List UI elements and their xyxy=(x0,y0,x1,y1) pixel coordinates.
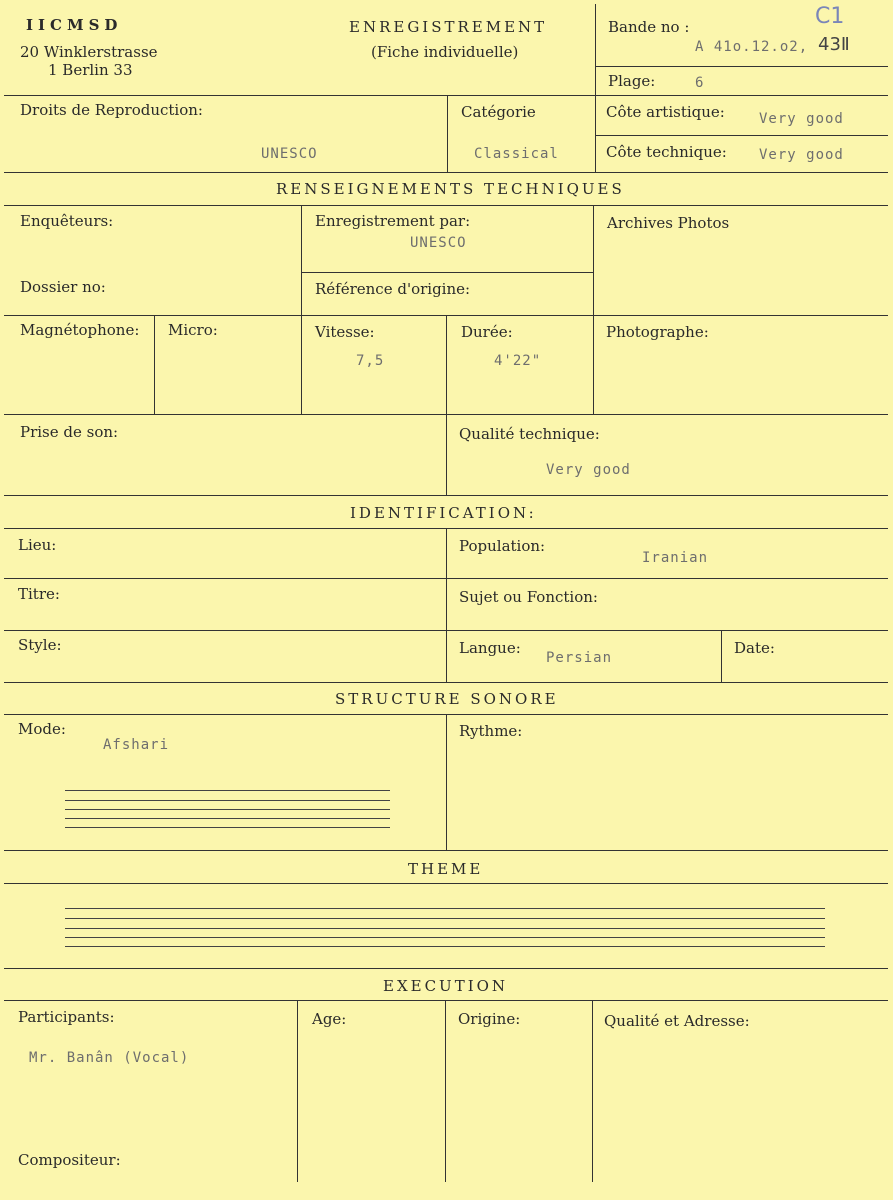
ruled-line xyxy=(65,928,825,929)
titre-label: Titre: xyxy=(18,585,60,603)
ruled-line xyxy=(65,946,825,947)
section-title-structure: STRUCTURE SONORE xyxy=(335,690,559,708)
cote-technique-label: Côte technique: xyxy=(606,143,727,161)
divider xyxy=(154,315,155,414)
ruled-line xyxy=(65,818,390,819)
droits-value: UNESCO xyxy=(261,146,318,162)
participants-label: Participants: xyxy=(18,1008,115,1026)
section-title-execution: EXECUTION xyxy=(383,977,509,995)
plage-value: 6 xyxy=(695,75,705,91)
divider xyxy=(4,205,888,206)
langue-label: Langue: xyxy=(459,639,521,657)
ruled-line xyxy=(65,809,390,810)
ruled-line xyxy=(65,800,390,801)
bande-suffix-handwritten: 43Ⅱ xyxy=(818,34,850,55)
rythme-label: Rythme: xyxy=(459,722,523,740)
enregistrement-par-label: Enregistrement par: xyxy=(315,212,471,230)
ruled-line xyxy=(65,918,825,919)
form-subtitle: (Fiche individuelle) xyxy=(371,43,519,61)
ruled-line xyxy=(65,937,825,938)
divider xyxy=(4,682,888,683)
prise-de-son-label: Prise de son: xyxy=(20,423,119,441)
bande-label: Bande no : xyxy=(608,18,690,36)
cote-artistique-value: Very good xyxy=(759,111,844,127)
lieu-label: Lieu: xyxy=(18,536,57,554)
duree-value: 4'22" xyxy=(494,353,542,369)
divider xyxy=(721,630,722,682)
divider xyxy=(595,4,596,95)
divider xyxy=(592,1000,593,1182)
ruled-line xyxy=(65,790,390,791)
divider xyxy=(595,95,596,172)
address-city: 1 Berlin 33 xyxy=(48,61,133,79)
compositeur-label: Compositeur: xyxy=(18,1151,121,1169)
participants-value: Mr. Banân (Vocal) xyxy=(29,1050,190,1066)
population-label: Population: xyxy=(459,537,546,555)
divider xyxy=(446,414,447,495)
section-title-technique: RENSEIGNEMENTS TECHNIQUES xyxy=(276,180,625,198)
bande-value: A 41o.12.o2, xyxy=(695,39,809,55)
qualite-technique-label: Qualité technique: xyxy=(459,425,600,443)
divider xyxy=(4,172,888,173)
micro-label: Micro: xyxy=(168,321,218,339)
cote-artistique-label: Côte artistique: xyxy=(606,103,725,121)
divider xyxy=(301,272,593,273)
ruled-line xyxy=(65,827,390,828)
divider xyxy=(4,95,888,96)
divider xyxy=(297,1000,298,1182)
qualite-technique-value: Very good xyxy=(546,462,631,478)
age-label: Age: xyxy=(312,1010,347,1028)
mode-label: Mode: xyxy=(18,720,66,738)
vitesse-value: 7,5 xyxy=(356,353,385,369)
handwritten-annotation: C1 xyxy=(815,4,845,29)
mode-value: Afshari xyxy=(103,737,170,753)
origine-label: Origine: xyxy=(458,1010,521,1028)
enqueteurs-label: Enquêteurs: xyxy=(20,212,114,230)
dossier-label: Dossier no: xyxy=(20,278,106,296)
address-street: 20 Winklerstrasse xyxy=(20,43,158,61)
divider xyxy=(595,66,888,67)
reference-label: Référence d'origine: xyxy=(315,280,471,298)
divider xyxy=(4,1000,888,1001)
duree-label: Durée: xyxy=(461,323,513,341)
divider xyxy=(446,528,447,682)
style-label: Style: xyxy=(18,636,62,654)
divider xyxy=(446,714,447,850)
categorie-value: Classical xyxy=(474,146,559,162)
qualite-adresse-label: Qualité et Adresse: xyxy=(604,1012,750,1030)
photographe-label: Photographe: xyxy=(606,323,709,341)
droits-label: Droits de Reproduction: xyxy=(20,101,203,119)
form-title: ENREGISTREMENT xyxy=(349,18,548,36)
langue-value: Persian xyxy=(546,650,613,666)
magnetophone-label: Magnétophone: xyxy=(20,321,140,339)
section-title-theme: THEME xyxy=(408,860,484,878)
divider xyxy=(4,968,888,969)
org-name: IICMSD xyxy=(26,16,123,34)
categorie-label: Catégorie xyxy=(461,103,536,121)
divider xyxy=(4,495,888,496)
divider xyxy=(4,850,888,851)
date-label: Date: xyxy=(734,639,775,657)
section-title-identification: IDENTIFICATION: xyxy=(350,504,537,522)
cote-technique-value: Very good xyxy=(759,147,844,163)
divider xyxy=(595,135,888,136)
divider xyxy=(4,883,888,884)
archives-photos-label: Archives Photos xyxy=(607,214,730,232)
divider xyxy=(446,315,447,414)
enregistrement-par-value: UNESCO xyxy=(410,235,467,251)
divider xyxy=(447,95,448,172)
sujet-label: Sujet ou Fonction: xyxy=(459,588,598,606)
divider xyxy=(445,1000,446,1182)
vitesse-label: Vitesse: xyxy=(315,323,375,341)
ruled-line xyxy=(65,908,825,909)
plage-label: Plage: xyxy=(608,72,656,90)
population-value: Iranian xyxy=(642,550,709,566)
divider xyxy=(593,205,594,414)
divider xyxy=(301,205,302,414)
